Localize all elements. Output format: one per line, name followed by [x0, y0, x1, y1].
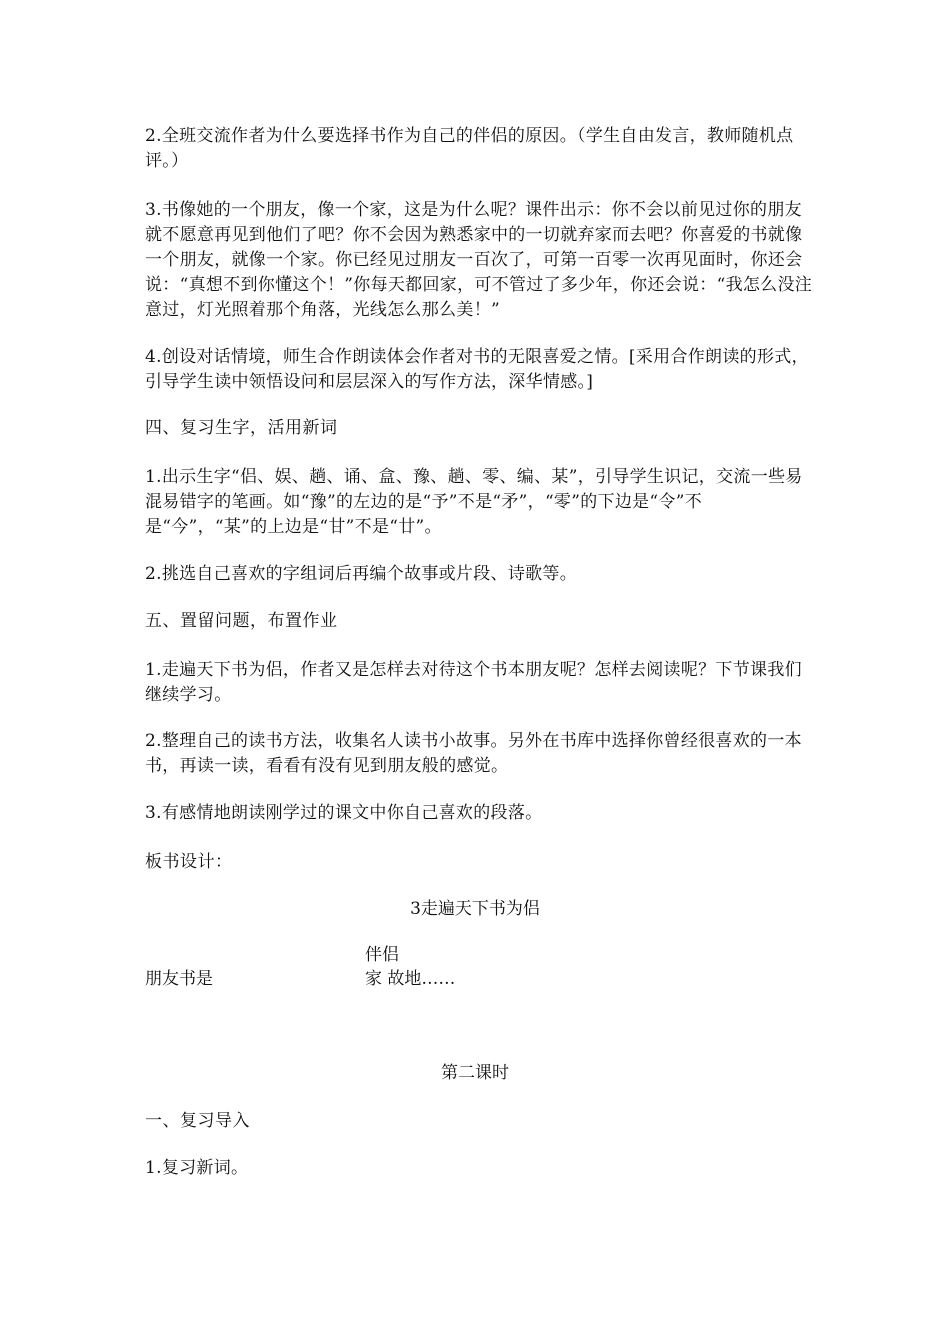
section-heading-review-intro: 一、复习导入	[145, 1111, 250, 1131]
board-design-label: 板书设计：	[145, 852, 233, 872]
paragraph-show-characters: 1.出示生字“侣、娱、趟、诵、盒、豫、趟、零、编、某”，引导学生识记，交流一些易混易错字的笔画。如“豫”的左边的是“予”不是“矛”，“零”的下边是“令”不是“今”，“某”的上边是“甘”不是“廿”。	[145, 467, 803, 537]
paragraph-next-lesson: 1.走遍天下书为侣，作者又是怎样去对待这个书本朋友呢？怎样去阅读呢？下节课我们继续学习。	[145, 660, 802, 705]
board-right-line-1: 伴侣	[365, 945, 399, 965]
paragraph-reading-methods: 2.整理自己的读书方法，收集名人读书小故事。另外在书库中选择你曾经很喜欢的一本书，再读一读，看看有没有见到朋友般的感觉。	[145, 731, 802, 776]
section-heading-homework: 五、置留问题，布置作业	[145, 611, 338, 631]
lesson-two-title: 第二课时	[441, 1063, 509, 1083]
board-title: 3走遍天下书为侣	[410, 899, 540, 919]
section-heading-review-characters: 四、复习生字，活用新词	[145, 418, 338, 438]
board-left-text: 朋友书是	[145, 969, 213, 989]
paragraph-discuss-reason: 2.全班交流作者为什么要选择书作为自己的伴侣的原因。（学生自由发言，教师随机点评。）	[145, 126, 794, 171]
paragraph-compose-story: 2.挑选自己喜欢的字组词后再编个故事或片段、诗歌等。	[145, 564, 578, 584]
paragraph-book-like-friend: 3.书像她的一个朋友，像一个家，这是为什么呢？课件出示：你不会以前见过你的朋友就不愿意再见到他们了吧？你不会因为熟悉家中的一切就弃家而去吧？你喜爱的书就像一个朋友，就像一个家。你已经见过朋友一百次了，可第一百零一次再见面时，你还会说：“真想不到你懂这个！”你每天都回家，可不管过了多少年，你还会说：“我怎么没注意过，灯光照着那个角落，光线怎么那么美！”	[145, 200, 813, 320]
paragraph-dialogue-reading: 4.创设对话情境，师生合作朗读体会作者对书的无限喜爱之情。[采用合作朗读的形式，引导学生读中领悟设问和层层深入的写作方法，深华情感。]	[145, 347, 809, 392]
paragraph-read-aloud: 3.有感情地朗读刚学过的课文中你自己喜欢的段落。	[145, 803, 543, 823]
board-right-line-2: 家 故地……	[365, 969, 456, 989]
paragraph-review-words: 1.复习新词。	[145, 1158, 249, 1178]
